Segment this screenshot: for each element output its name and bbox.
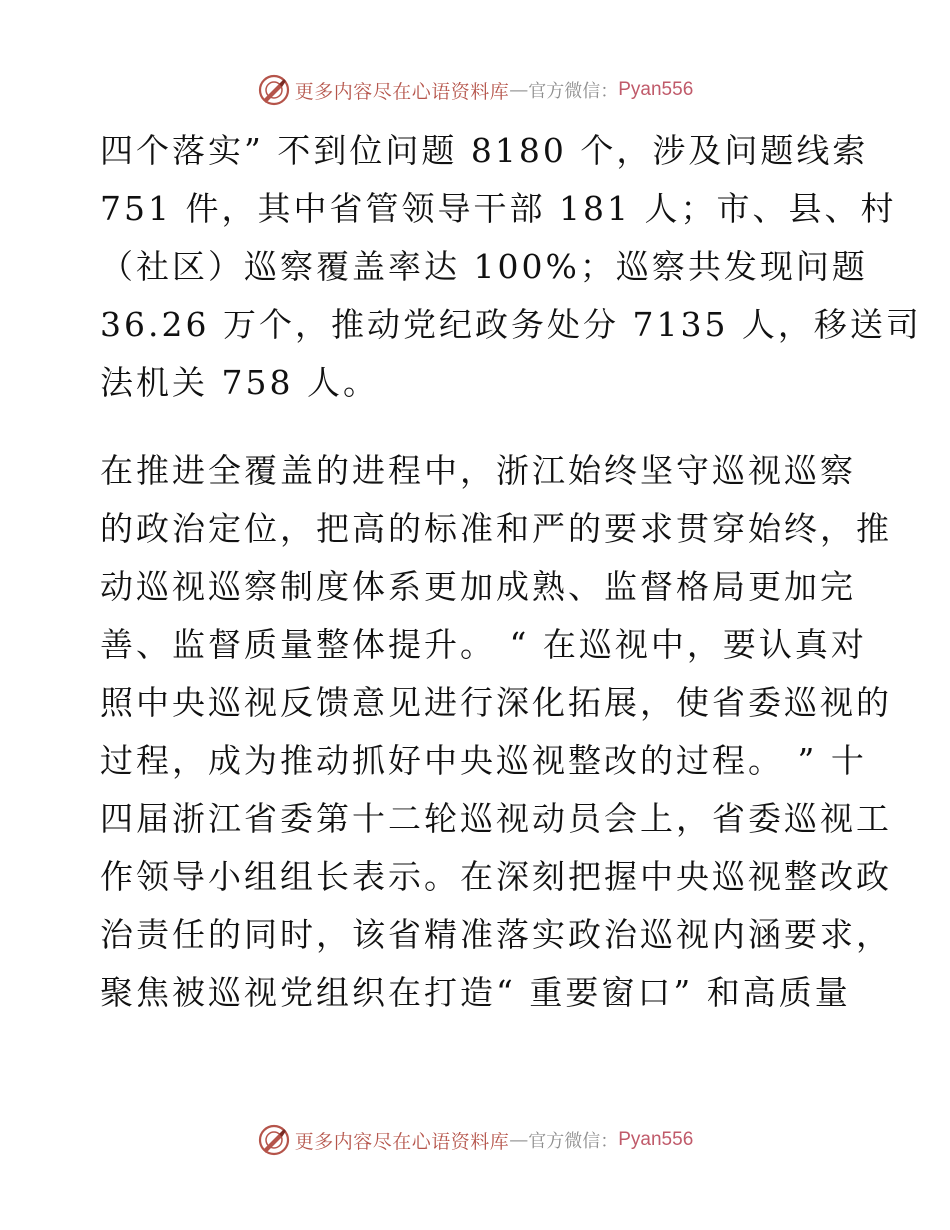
paragraph-gap [100, 412, 860, 442]
banner-dash: — [509, 1129, 529, 1151]
text-line: 动巡视巡察制度体系更加成熟、监督格局更加完 [100, 567, 856, 606]
paragraph-2 [100, 442, 892, 1022]
text-line: 善、监督质量整体提升。 “ 在巡视中，要认真对 [100, 625, 867, 664]
text-line: 法机关 758 人。 [100, 363, 379, 402]
banner-promo-text: 更多内容尽在心语资料库 [294, 1130, 510, 1153]
text-line: 四届浙江省委第十二轮巡视动员会上，省委巡视工 [100, 799, 892, 838]
header-banner [0, 70, 950, 110]
text-line: 照中央巡视反馈意见进行深化拓展，使省委巡视的 [100, 683, 892, 722]
brand-logo-icon [257, 73, 291, 107]
text-line: 的政治定位，把高的标准和严的要求贯穿始终，推 [100, 509, 892, 548]
text-line: （社区）巡察覆盖率达 100%；巡察共发现问题 [100, 247, 868, 286]
banner-wechat-label: 官方微信： [528, 1131, 619, 1152]
brand-logo-icon [257, 1123, 291, 1157]
text-line: 在推进全覆盖的进程中，浙江始终坚守巡视巡察 [100, 451, 856, 490]
banner-dash: — [509, 79, 529, 101]
banner-wechat-id: Pyan556 [618, 1129, 694, 1150]
text-line: 治责任的同时，该省精准落实政治巡视内涵要求， [100, 915, 892, 954]
footer-banner [0, 1120, 950, 1160]
banner-promo-text: 更多内容尽在心语资料库 [294, 80, 510, 103]
paragraph-1 [100, 122, 922, 412]
text-line: 作领导小组组长表示。在深刻把握中央巡视整改政 [100, 857, 892, 896]
text-line: 四个落实” 不到位问题 8180 个，涉及问题线索 [100, 131, 869, 170]
text-line: 聚焦被巡视党组织在打造“ 重要窗口” 和高质量 [100, 973, 851, 1012]
text-line: 过程，成为推动抓好中央巡视整改的过程。 ” 十 [100, 741, 867, 780]
document-body [100, 122, 922, 1022]
text-line: 751 件，其中省管领导干部 181 人；市、县、村 [100, 189, 897, 228]
banner-wechat-label: 官方微信： [528, 81, 619, 102]
banner-wechat-id: Pyan556 [618, 79, 694, 100]
text-line: 36.26 万个，推动党纪政务处分 7135 人，移送司 [100, 305, 922, 344]
